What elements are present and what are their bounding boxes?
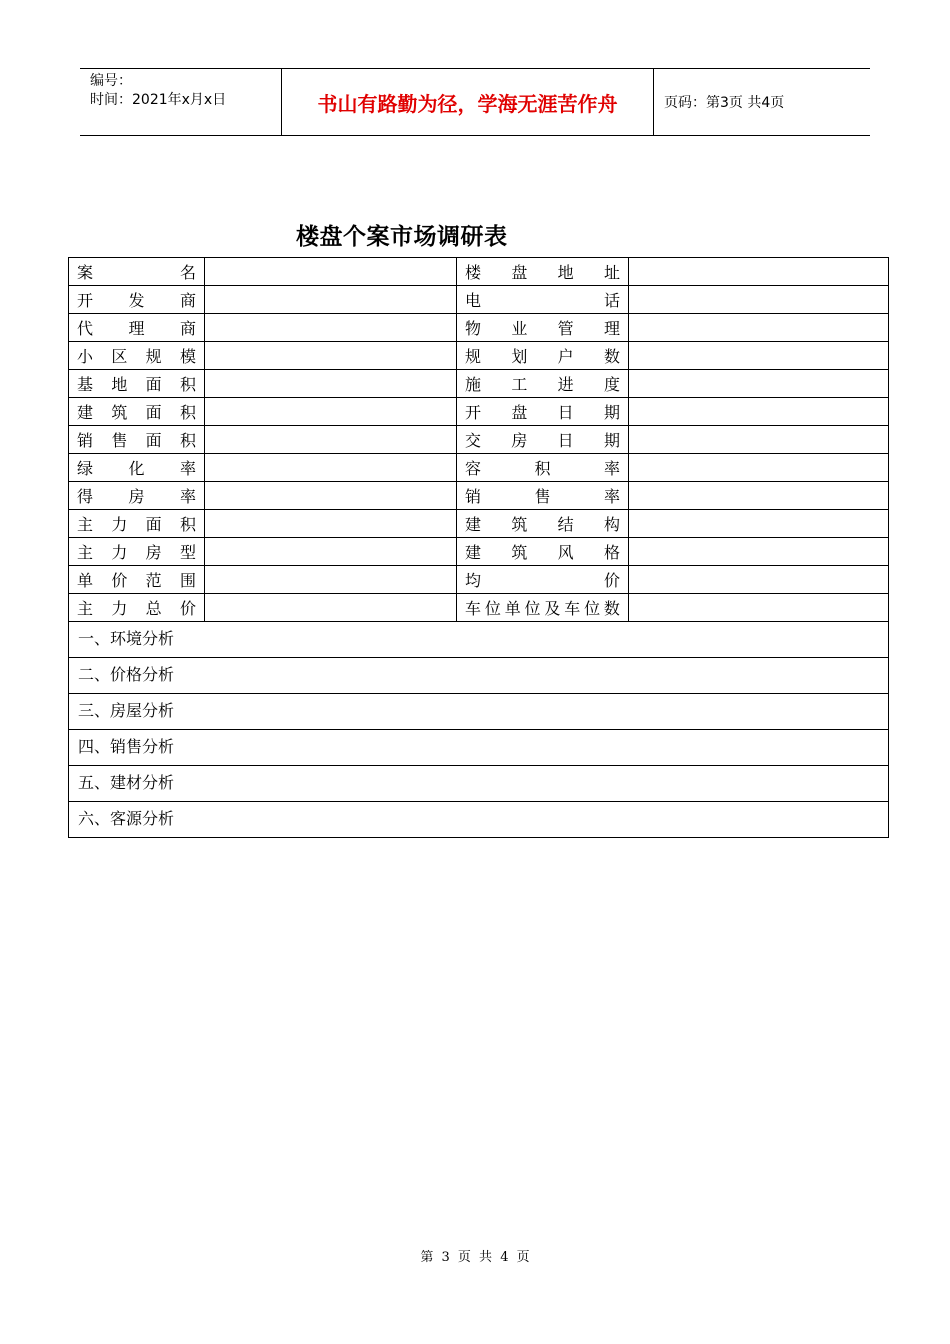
field-value-right[interactable]	[629, 314, 889, 342]
analysis-section-cell[interactable]	[69, 658, 889, 694]
analysis-section-title: 六、客源分析	[78, 809, 175, 828]
field-label-right-text: 建 筑 风 格	[465, 543, 620, 562]
table-row	[69, 482, 889, 510]
field-label-right	[457, 398, 629, 426]
field-value-left[interactable]	[205, 454, 457, 482]
field-value-left[interactable]	[205, 538, 457, 566]
field-label-right-text: 施 工 进 度	[465, 375, 620, 394]
field-value-left[interactable]	[205, 342, 457, 370]
field-value-left[interactable]	[205, 426, 457, 454]
analysis-section	[69, 694, 889, 730]
field-label-left-text: 代 理 商	[77, 319, 196, 338]
field-label-left	[69, 566, 205, 594]
field-value-right[interactable]	[629, 594, 889, 622]
analysis-section-cell[interactable]	[69, 730, 889, 766]
field-label-right-text: 楼 盘 地 址	[465, 263, 620, 282]
header-motto: 书山有路勤为径，学海无涯苦作舟	[282, 69, 654, 135]
survey-table	[68, 257, 889, 838]
header-page-info: 页码：第3页 共4页	[664, 95, 785, 111]
field-label-right	[457, 286, 629, 314]
analysis-section	[69, 730, 889, 766]
table-row	[69, 258, 889, 286]
table-row	[69, 426, 889, 454]
page-footer: 第 3 页 共 4 页	[420, 1250, 530, 1265]
field-label-right-text: 规 划 户 数	[465, 347, 620, 366]
field-value-right[interactable]	[629, 510, 889, 538]
table-row	[69, 454, 889, 482]
analysis-section-cell[interactable]	[69, 802, 889, 838]
table-row	[69, 314, 889, 342]
analysis-section-cell[interactable]	[69, 622, 889, 658]
field-value-right[interactable]	[629, 370, 889, 398]
field-label-left	[69, 454, 205, 482]
field-value-right[interactable]	[629, 258, 889, 286]
field-label-left	[69, 286, 205, 314]
field-value-left[interactable]	[205, 510, 457, 538]
field-label-left-text: 小 区 规 模	[77, 347, 196, 366]
table-row	[69, 566, 889, 594]
field-value-right[interactable]	[629, 342, 889, 370]
field-label-right	[457, 258, 629, 286]
table-row	[69, 342, 889, 370]
field-value-right[interactable]	[629, 426, 889, 454]
field-label-left-text: 建 筑 面 积	[77, 403, 196, 422]
field-value-left[interactable]	[205, 314, 457, 342]
field-value-left[interactable]	[205, 398, 457, 426]
field-label-left-text: 主 力 面 积	[77, 515, 196, 534]
analysis-section	[69, 658, 889, 694]
table-row	[69, 538, 889, 566]
field-label-left-text: 案 名	[77, 263, 196, 282]
field-label-right	[457, 510, 629, 538]
field-label-left	[69, 426, 205, 454]
header-meta	[80, 69, 282, 135]
field-label-right-text: 开 盘 日 期	[465, 403, 620, 422]
field-value-right[interactable]	[629, 482, 889, 510]
document-title: 楼盘个案市场调研表	[296, 224, 508, 250]
table-row	[69, 398, 889, 426]
field-value-right[interactable]	[629, 286, 889, 314]
field-label-left	[69, 258, 205, 286]
field-value-left[interactable]	[205, 594, 457, 622]
field-label-left	[69, 482, 205, 510]
analysis-section-title: 五、建材分析	[78, 773, 175, 792]
field-label-left-text: 开 发 商	[77, 291, 196, 310]
field-label-right	[457, 594, 629, 622]
field-value-right[interactable]	[629, 398, 889, 426]
field-value-left[interactable]	[205, 286, 457, 314]
field-value-left[interactable]	[205, 482, 457, 510]
analysis-section-title: 一、环境分析	[78, 629, 175, 648]
field-label-left	[69, 594, 205, 622]
document-header	[80, 68, 870, 136]
field-label-right-text: 交 房 日 期	[465, 431, 620, 450]
field-label-right	[457, 342, 629, 370]
analysis-section-cell[interactable]	[69, 694, 889, 730]
field-label-left-text: 主 力 房 型	[77, 543, 196, 562]
field-value-left[interactable]	[205, 370, 457, 398]
field-value-right[interactable]	[629, 566, 889, 594]
analysis-section-cell[interactable]	[69, 766, 889, 802]
analysis-section	[69, 766, 889, 802]
table-row	[69, 594, 889, 622]
analysis-section-title: 二、价格分析	[78, 665, 175, 684]
field-label-left-text: 基 地 面 积	[77, 375, 196, 394]
number-label: 编号：	[90, 73, 132, 89]
field-label-left-text: 销 售 面 积	[77, 431, 196, 450]
table-row	[69, 286, 889, 314]
field-label-left	[69, 342, 205, 370]
field-label-right-text: 车 位 单 位 及 车 位 数	[465, 599, 620, 618]
analysis-section-title: 四、销售分析	[78, 737, 175, 756]
field-label-left-text: 得 房 率	[77, 487, 196, 506]
field-label-left	[69, 538, 205, 566]
field-label-right	[457, 454, 629, 482]
field-label-left-text: 单 价 范 围	[77, 571, 196, 590]
field-label-right	[457, 566, 629, 594]
analysis-section	[69, 622, 889, 658]
field-label-right-text: 均 价	[465, 571, 620, 590]
field-label-right-text: 电 话	[465, 291, 620, 310]
field-label-left	[69, 314, 205, 342]
field-label-left	[69, 398, 205, 426]
field-value-left[interactable]	[205, 566, 457, 594]
field-label-right	[457, 482, 629, 510]
field-value-left[interactable]	[205, 258, 457, 286]
field-label-right-text: 容 积 率	[465, 459, 620, 478]
field-label-left-text: 主 力 总 价	[77, 599, 196, 618]
field-label-left	[69, 370, 205, 398]
field-value-right[interactable]	[629, 538, 889, 566]
field-label-right-text: 物 业 管 理	[465, 319, 620, 338]
field-label-right	[457, 538, 629, 566]
analysis-section	[69, 802, 889, 838]
field-label-right-text: 销 售 率	[465, 487, 620, 506]
time-label: 时间：2021年x月x日	[90, 92, 227, 108]
analysis-section-title: 三、房屋分析	[78, 701, 175, 720]
table-row	[69, 510, 889, 538]
table-row	[69, 370, 889, 398]
field-label-right	[457, 426, 629, 454]
field-label-left-text: 绿 化 率	[77, 459, 196, 478]
field-value-right[interactable]	[629, 454, 889, 482]
field-label-left	[69, 510, 205, 538]
field-label-right	[457, 370, 629, 398]
field-label-right	[457, 314, 629, 342]
field-label-right-text: 建 筑 结 构	[465, 515, 620, 534]
